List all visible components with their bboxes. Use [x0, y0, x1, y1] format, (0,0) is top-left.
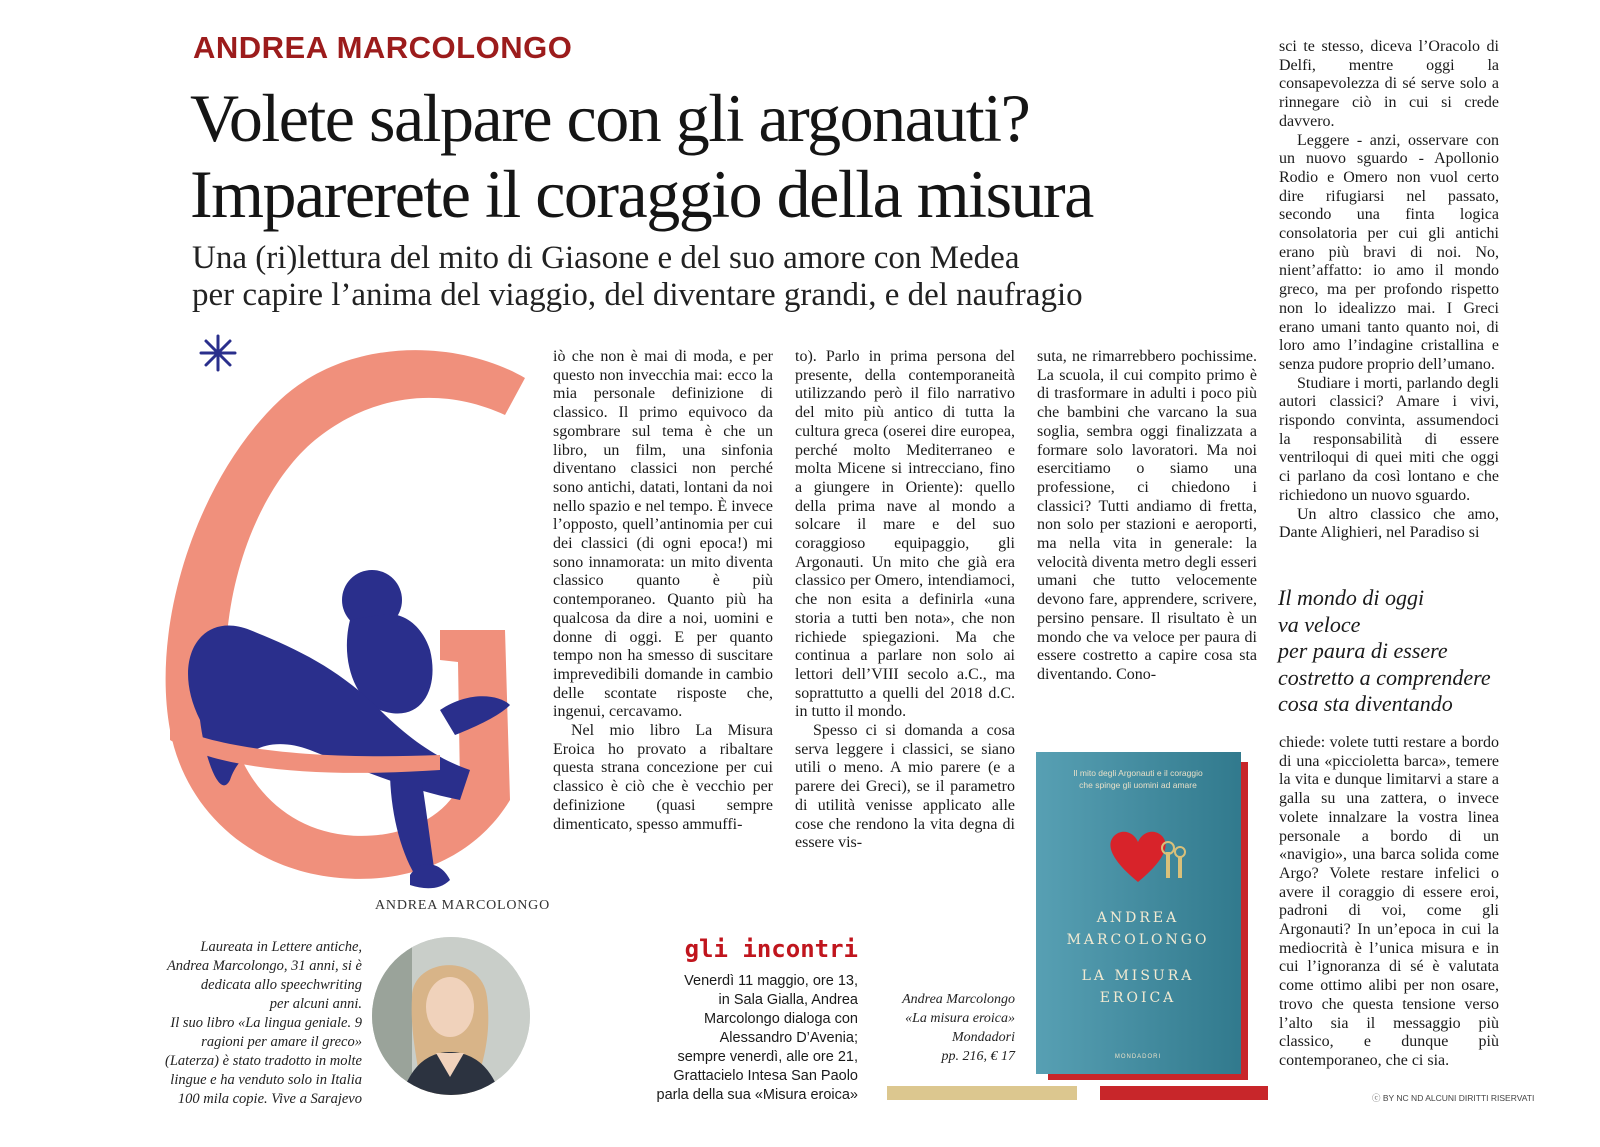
subheadline — [192, 240, 1272, 314]
illustration-credit: ANDREA MARCOLONGO — [375, 898, 550, 913]
paragraph: chiede: volete tutti restare a bordo di una «piccioletta barca», temere la vita e dunque limitarvi a stare a galla su una zattera, o invece volete innalzare la vostra linea personale a bordo di un «navigio», una barca solida come Argo? Volete restare infelici o avere il coraggio di essere eroi, padroni di voi, come gli Argonauti? In un’epoca in cui la mediocrità è l’unica misura e in cui l’ignoranza di sé è valutata come ottimo alibi per non osare, trovo che questa tensione verso l’alto sia il messaggio più classico, e dunque più contemporaneo, che ci sia. — [1279, 734, 1499, 1069]
cover-title-2: EROICA — [1099, 990, 1177, 1006]
events-line: in Sala Gialla, Andrea — [718, 992, 858, 1008]
rights-text: BY NC ND ALCUNI DIRITTI RISERVATI — [1382, 1093, 1535, 1103]
article-column-2 — [795, 348, 1015, 853]
author-kicker: ANDREA MARCOLONGO — [193, 30, 573, 65]
events-line: Alessandro D’Avenia; — [719, 1030, 858, 1046]
bio-line: Il suo libro «La lingua geniale. 9 — [170, 1015, 362, 1031]
author-bio — [130, 938, 362, 1109]
author-photo — [372, 937, 530, 1095]
book-cover — [1036, 752, 1251, 1082]
cover-title-1: LA MISURA — [1081, 968, 1195, 984]
decorative-bar-gold — [887, 1086, 1077, 1100]
subheadline-line-2: per capire l’anima del viaggio, del diventare grandi, e del naufragio — [192, 277, 1083, 313]
cover-publisher: MONDADORI — [1114, 1054, 1162, 1060]
paragraph: Studiare i morti, parlando degli autori classici? Amare i vivi, rispondo convinta, assumendoci la responsabilità di essere ventriloqui di quei miti che oggi ci parlano da così lontano e che richiedono un nuovo sguardo. — [1279, 374, 1499, 504]
paragraph: Un altro classico che amo, Dante Alighieri, nel Paradiso si — [1279, 505, 1499, 542]
paragraph: iò che non è mai di moda, e per questo non invecchia mai: ecco la mia personale definizione di classico. Il primo equivoco da sgombrare sul tema è che un libro, un film, una sinfonia diventano classici non perché sono antichi, datati, lontani da noi nello spazio e nel tempo. È invece l’opposto, quell’antinomia per cui dei classici (di ogni epoca!) mi sono innamorata: un mito diventa classico quanto è più contemporaneo. Quanto più ha qualcosa da dire a noi, uomini e donne di oggi. E per quanto tempo non ha smesso di suscitare imprevedibili domande in cambio delle scontate risposte che, ingenui, cercavamo. — [553, 348, 773, 721]
cover-tagline-2: che spinge gli uomini ad amare — [1079, 780, 1197, 790]
bio-line: lingue e ha venduto solo in Italia — [170, 1072, 362, 1088]
bio-line: (Laterza) è stato tradotto in molte — [165, 1053, 362, 1069]
pull-quote-line: per paura di essere — [1278, 638, 1448, 663]
pull-quote-line: cosa sta diventando — [1278, 691, 1453, 716]
events-line: parla della sua «Misura eroica» — [656, 1087, 858, 1103]
events-line: sempre venerdì, alle ore 21, — [677, 1049, 858, 1065]
article-column-4-bottom — [1279, 734, 1499, 1071]
book-caption — [870, 990, 1015, 1066]
bio-line: dedicata allo speechwriting — [200, 977, 362, 993]
article-column-4-top — [1279, 38, 1499, 543]
bio-line: per alcuni anni. — [269, 996, 362, 1012]
book-caption-publisher: Mondadori — [952, 1030, 1015, 1045]
bio-line: 100 mila copie. Vive a Sarajevo — [177, 1091, 362, 1107]
paragraph: sci te stesso, diceva l’Oracolo di Delfi, mentre oggi la consapevolezza di sé serve solo a rinnegare ciò in cui si crede davvero. — [1279, 38, 1499, 130]
paragraph: suta, ne rimarrebbero pochissime. La scuola, il cui compito primo è di trasformare in adulti i poco più che bambini che varcano la sua soglia, sembra oggi finalizzata a formare solo lavoratori. Ma noi esercitiamo o siamo una professione, ci chiedono i classici? Tutti andiamo di fretta, non solo per stazioni e aeroporti, ma nella vita in generale: la velocità diventa metro degli esseri umani che tutto velocemente devono fare, apprendere, scrivere, persino pensare. Il risultato è un mondo che va veloce per paura di essere costretto a capire cosa sta diventando. Cono- — [1037, 348, 1257, 683]
drop-cap-illustration — [140, 330, 540, 890]
book-caption-author: Andrea Marcolongo — [902, 992, 1015, 1007]
paragraph: to). Parlo in prima persona del presente, della contemporaneità utilizzando però il filo narrativo del mito più antico di tutta la cultura greca (oserei dire europea, perché molto Mediterraneo e molta Micene si intrecciano, fino a giungere in Oriente): quello della prima nave al mondo a solcare il mare e del suo coraggioso equipaggio, gli Argonauti. Un mito che già era classico per Omero, intendiamoci, che non esita a definirla «una storia a tutti ben nota», che non richiede spiegazioni. Ma che continua a parlare non solo ai lettori dell’VIII secolo a.C., ma soprattutto a quelli del 2018 d.C. in tutto il mondo. — [795, 348, 1015, 721]
letter-g-illustration — [140, 330, 540, 890]
bio-line: ragioni per amare il greco» — [201, 1034, 362, 1050]
pull-quote-line: Il mondo di oggi — [1278, 585, 1425, 610]
events-line: Venerdì 11 maggio, ore 13, — [684, 973, 858, 989]
rights-notice — [1372, 1092, 1534, 1104]
creative-commons-icon: ⓒ — [1372, 1093, 1383, 1103]
subheadline-line-1: Una (ri)lettura del mito di Giasone e del suo amore con Medea — [192, 240, 1020, 276]
events-details — [560, 972, 858, 1105]
cover-author-1: ANDREA — [1096, 910, 1180, 926]
paragraph: Leggere - anzi, osservare con un nuovo sguardo - Apollonio Rodio e Omero non vuol certo dire rifugiarsi nel passato, secondo una finta logica consolatoria per cui gli antichi erano più bravi di noi. No, nient’affatto: io amo il mondo greco, ma per profondo rispetto non lo idealizzo mai. I Greci erano umani tanto quanto noi, di loro amo l’indagine cristallina e senza pudore proprio dell’umano. — [1279, 131, 1499, 373]
cover-tagline-1: Il mito degli Argonauti e il coraggio — [1073, 768, 1203, 778]
paragraph: Nel mio libro La Misura Eroica ho provato a ribaltare questa strana concezione per cui classico è ciò che è vecchio per definizione (quasi sempre dimenticato, spesso ammuffi- — [553, 722, 773, 833]
paragraph: Spesso ci si domanda a cosa serva leggere i classici, se siano utili o meno. A mio parere (e a parere dei Greci), se il parametro di utilità venisse applicato alle cose che rendono la vita degna di essere vis- — [795, 722, 1015, 852]
book-caption-title: «La misura eroica» — [905, 1011, 1015, 1026]
bio-line: Andrea Marcolongo, 31 anni, si è — [166, 958, 362, 974]
book-cover-image — [1036, 752, 1251, 1082]
portrait-image — [372, 937, 530, 1095]
star-icon — [201, 336, 235, 370]
bio-line: Laureata in Lettere antiche, — [200, 939, 362, 955]
pull-quote-line: costretto a comprendere — [1278, 664, 1491, 690]
pull-quote-line: va veloce — [1278, 611, 1361, 637]
headline — [190, 80, 1270, 232]
article-column-1 — [553, 348, 773, 834]
book-caption-details: pp. 216, € 17 — [941, 1049, 1015, 1064]
events-line: Marcolongo dialoga con — [704, 1011, 858, 1027]
pull-quote — [1278, 585, 1518, 718]
cover-author-2: MARCOLONGO — [1066, 932, 1210, 948]
events-heading: gli incontri — [684, 935, 858, 963]
events-line: Grattacielo Intesa San Paolo — [673, 1068, 858, 1084]
decorative-bar-red — [1100, 1086, 1268, 1100]
letter-g-shape — [166, 350, 525, 879]
headline-line-1: Volete salpare con gli argonauti? — [190, 80, 1030, 156]
headline-line-2: Imparerete il coraggio della misura — [190, 156, 1093, 232]
article-column-3 — [1037, 348, 1257, 685]
